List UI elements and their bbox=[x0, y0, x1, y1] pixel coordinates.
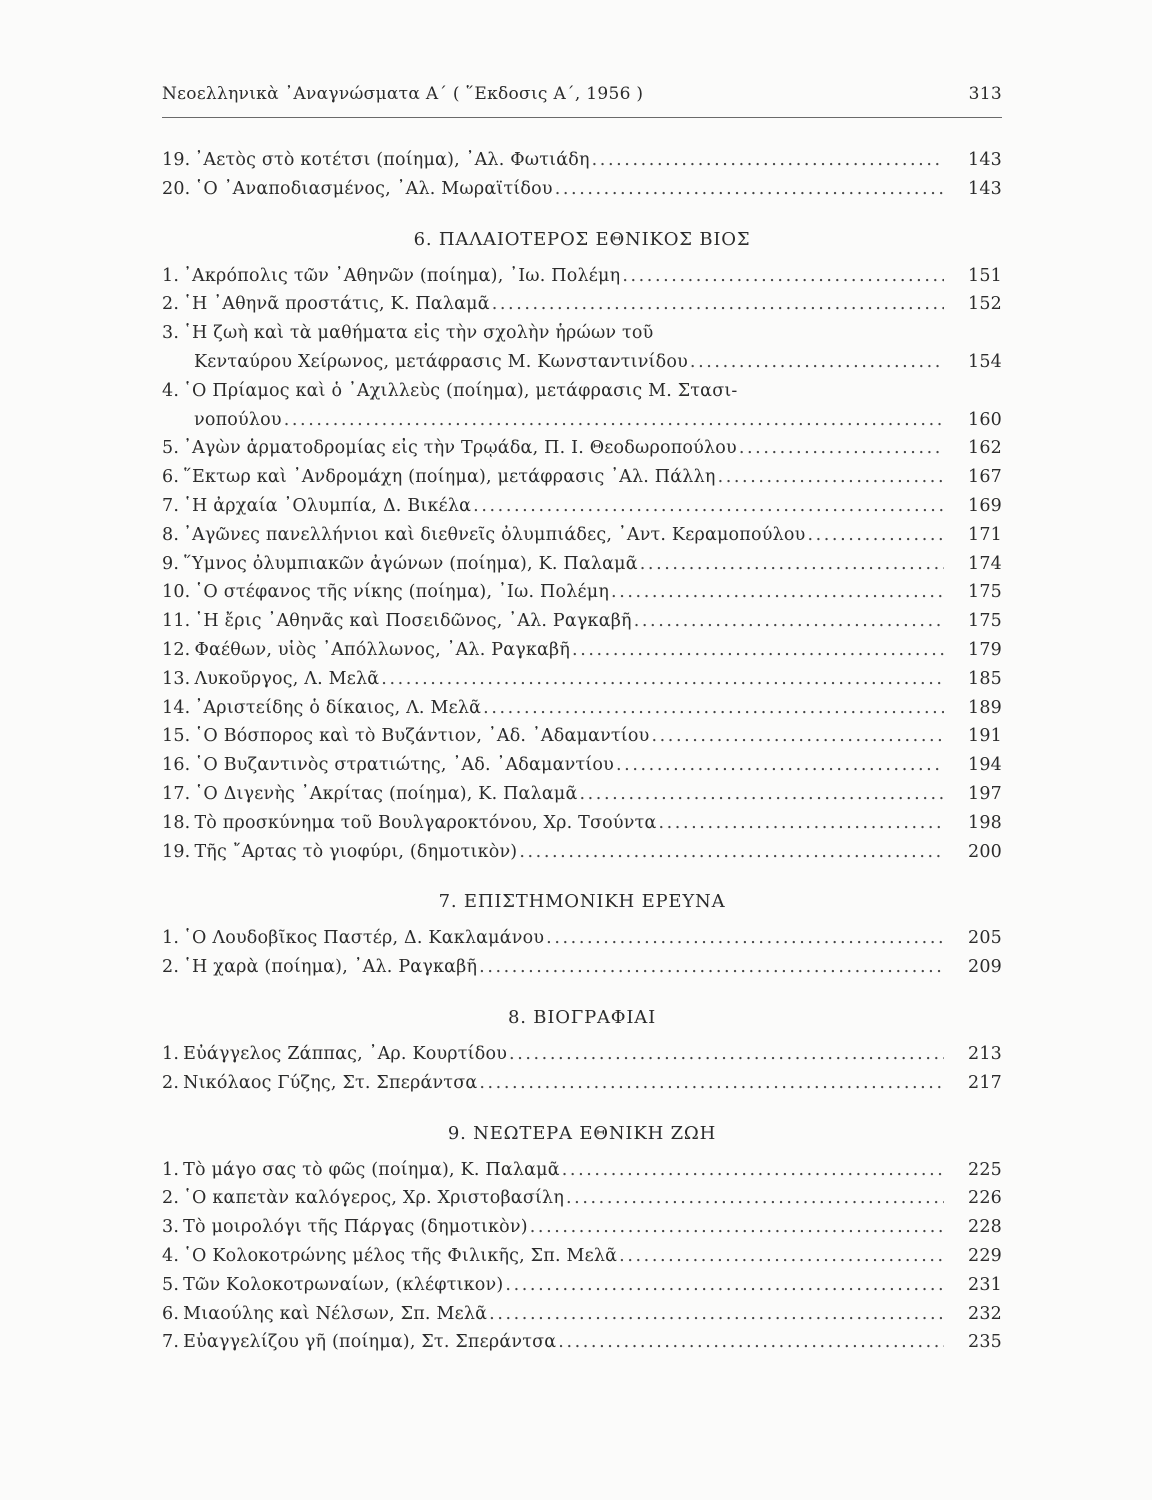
entry-page: 191 bbox=[967, 726, 1002, 747]
entry-number: 7. bbox=[162, 1332, 180, 1353]
toc-entry bbox=[162, 438, 1002, 467]
entry-number: 1. bbox=[162, 265, 180, 286]
dot-leader bbox=[558, 1332, 944, 1352]
dot-leader bbox=[611, 582, 944, 602]
entry-page: 160 bbox=[967, 409, 1002, 430]
entry-page: 198 bbox=[967, 812, 1002, 833]
entry-title: ῾Η ζωὴ καὶ τὰ μαθήματα εἰς τὴν σχολὴν ἡρώων τοῦ bbox=[183, 323, 654, 344]
section-heading: 6. ΠΑΛΑΙΟΤΕΡΟΣ ΕΘΝΙΚΟΣ ΒΙΟΣ bbox=[413, 228, 751, 250]
dot-leader bbox=[658, 813, 944, 833]
entry-title: ῞Εκτωρ καὶ ᾿Ανδρομάχη (ποίημα), μετάφρασις ᾿Αλ. Πάλλη bbox=[183, 467, 716, 488]
entry-title: ῾Η χαρὰ (ποίημα), ᾿Αλ. Ραγκαβῆ bbox=[183, 957, 478, 978]
toc-entry bbox=[162, 1304, 1002, 1333]
entry-number: 3. bbox=[162, 323, 180, 344]
entry-number: 19. bbox=[162, 150, 191, 170]
toc-entry bbox=[162, 842, 1002, 871]
entry-page: 162 bbox=[967, 438, 1002, 459]
dot-leader bbox=[555, 179, 944, 199]
entry-page: 143 bbox=[967, 178, 1002, 199]
entry-number: 6. bbox=[162, 467, 180, 488]
entry-title: ῞Υμνος ὀλυμπιακῶν ἀγώνων (ποίημα), Κ. Παλαμᾶ bbox=[183, 553, 638, 574]
entry-number: 17. bbox=[162, 783, 191, 804]
entry-title: ῾Ο στέφανος τῆς νίκης (ποίημα), ᾿Ιω. Πολέμη bbox=[194, 582, 610, 603]
toc-entry bbox=[162, 410, 1002, 439]
entry-title: ῾Ο Πρίαμος καὶ ὁ ᾿Αχιλλεὺς (ποίημα), μετάφρασις Μ. Στασι- bbox=[183, 380, 738, 401]
dot-leader bbox=[566, 1188, 944, 1208]
dot-leader bbox=[546, 928, 944, 948]
dot-leader bbox=[572, 640, 944, 660]
toc-entry bbox=[162, 467, 1002, 496]
entry-title: Τῶν Κολοκοτρωναίων, (κλέφτικον) bbox=[183, 1274, 504, 1295]
entry-title: ῾Ο ᾿Αναποδιασμένος, ᾿Αλ. Μωραϊτίδου bbox=[194, 178, 553, 199]
entry-number: 2. bbox=[162, 1188, 180, 1209]
toc-entry bbox=[162, 611, 1002, 640]
entry-title: ῾Ο Βόσπορος καὶ τὸ Βυζάντιον, ᾿Αδ. ᾿Αδαμαντίου bbox=[194, 726, 650, 747]
entry-title: Τῆς ῎Αρτας τὸ γιοφύρι, (δημοτικὸν) bbox=[194, 841, 518, 862]
toc-entry bbox=[162, 698, 1002, 727]
toc-entry bbox=[162, 554, 1002, 583]
entry-number: 15. bbox=[162, 726, 191, 747]
entry-number: 12. bbox=[162, 639, 191, 660]
entry-number: 1. bbox=[162, 928, 180, 949]
entry-title: ῾Ο Βυζαντινὸς στρατιώτης, ᾿Αδ. ᾿Αδαμαντίου bbox=[194, 755, 614, 776]
entry-number: 20. bbox=[162, 178, 191, 199]
dot-leader bbox=[284, 410, 944, 430]
dot-leader bbox=[489, 1304, 944, 1324]
entry-number: 18. bbox=[162, 812, 191, 833]
entry-title: ᾿Ακρόπολις τῶν ᾿Αθηνῶν (ποίημα), ᾿Ιω. Πολέμη bbox=[183, 265, 621, 286]
entry-number: 2. bbox=[162, 294, 180, 315]
entry-page: 175 bbox=[967, 582, 1002, 603]
entry-number: 4. bbox=[162, 1245, 180, 1266]
entry-title: Τὸ μοιρολόγι τῆς Πάργας (δημοτικὸν) bbox=[183, 1217, 528, 1238]
entry-title: ῾Ο Λουδοβῖκος Παστέρ, Δ. Κακλαμάνου bbox=[183, 928, 545, 949]
dot-leader bbox=[509, 1044, 944, 1064]
entry-title: νοπούλου bbox=[194, 409, 282, 430]
entry-title: Τὸ προσκύνημα τοῦ Βουλγαροκτόνου, Χρ. Τσούντα bbox=[194, 812, 657, 833]
dot-leader bbox=[718, 467, 944, 487]
entry-number: 5. bbox=[162, 1274, 180, 1295]
toc-entry bbox=[162, 813, 1002, 842]
dot-leader bbox=[479, 1073, 944, 1093]
toc-entry bbox=[162, 928, 1002, 957]
entry-page: 217 bbox=[967, 1072, 1002, 1093]
toc-entry bbox=[162, 352, 1002, 381]
entry-page: 231 bbox=[967, 1274, 1002, 1295]
table-of-contents bbox=[162, 150, 1002, 1361]
entry-page: 235 bbox=[967, 1332, 1002, 1353]
entry-number: 6. bbox=[162, 1303, 180, 1324]
toc-entry bbox=[162, 266, 1002, 295]
entry-number: 11. bbox=[162, 611, 191, 632]
toc-entry bbox=[162, 957, 1002, 986]
entry-number: 10. bbox=[162, 582, 191, 603]
dot-leader bbox=[562, 1160, 944, 1180]
toc-entry bbox=[162, 726, 1002, 755]
header-rule bbox=[162, 117, 1002, 118]
entry-page: 154 bbox=[967, 351, 1002, 372]
toc-entry bbox=[162, 1160, 1002, 1189]
entry-page: 228 bbox=[967, 1217, 1002, 1238]
toc-entry bbox=[162, 381, 1002, 410]
entry-page: 226 bbox=[967, 1188, 1002, 1209]
entry-title: Λυκοῦργος, Λ. Μελᾶ bbox=[194, 668, 380, 689]
entry-title: Μιαούλης καὶ Νέλσων, Σπ. Μελᾶ bbox=[183, 1303, 488, 1324]
toc-entry bbox=[162, 1332, 1002, 1361]
dot-leader bbox=[530, 1217, 944, 1237]
dot-leader bbox=[592, 150, 944, 170]
entry-page: 171 bbox=[967, 524, 1002, 545]
entry-number: 16. bbox=[162, 755, 191, 776]
toc-entry bbox=[162, 150, 1002, 179]
dot-leader bbox=[690, 352, 944, 372]
toc-entry bbox=[162, 1275, 1002, 1304]
toc-entry bbox=[162, 640, 1002, 669]
entry-page: 209 bbox=[967, 957, 1002, 978]
section-heading: 7. ΕΠΙΣΤΗΜΟΝΙΚΗ ΕΡΕΥΝΑ bbox=[438, 891, 726, 913]
toc-entry bbox=[162, 1188, 1002, 1217]
entry-title: Εὐάγγελος Ζάππας, ᾿Αρ. Κουρτίδου bbox=[183, 1043, 508, 1064]
entry-number: 14. bbox=[162, 697, 191, 718]
dot-leader bbox=[492, 294, 944, 314]
entry-page: 169 bbox=[967, 495, 1002, 516]
entry-number: 3. bbox=[162, 1217, 180, 1238]
entry-title: Εὐαγγελίζου γῆ (ποίημα), Στ. Σπεράντσα bbox=[183, 1332, 557, 1353]
dot-leader bbox=[640, 554, 944, 574]
entry-page: 225 bbox=[967, 1159, 1002, 1180]
entry-title: Νικόλαος Γύζης, Στ. Σπεράντσα bbox=[183, 1072, 478, 1093]
entry-page: 232 bbox=[967, 1303, 1002, 1324]
dot-leader bbox=[739, 438, 944, 458]
running-header bbox=[162, 84, 1002, 104]
entry-page: 194 bbox=[967, 755, 1002, 776]
toc-entry bbox=[162, 1044, 1002, 1073]
entry-page: 151 bbox=[967, 265, 1002, 286]
dot-leader bbox=[807, 525, 944, 545]
dot-leader bbox=[622, 266, 944, 286]
entry-page: 179 bbox=[967, 639, 1002, 660]
toc-entry bbox=[162, 755, 1002, 784]
entry-page: 143 bbox=[967, 150, 1002, 170]
toc-entry bbox=[162, 784, 1002, 813]
toc-entry bbox=[162, 323, 1002, 352]
dot-leader bbox=[381, 669, 944, 689]
entry-title: Φαέθων, υἱὸς ᾿Απόλλωνος, ᾿Αλ. Ραγκαβῆ bbox=[194, 639, 571, 660]
toc-entry bbox=[162, 496, 1002, 525]
entry-page: 189 bbox=[967, 697, 1002, 718]
entry-page: 152 bbox=[967, 294, 1002, 315]
entry-page: 167 bbox=[967, 467, 1002, 488]
entry-title: ᾿Αριστείδης ὁ δίκαιος, Λ. Μελᾶ bbox=[194, 697, 482, 718]
toc-entry bbox=[162, 669, 1002, 698]
toc-entry bbox=[162, 1073, 1002, 1102]
entry-page: 213 bbox=[967, 1043, 1002, 1064]
section-heading: 9. ΝΕΩΤΕΡΑ ΕΘΝΙΚΗ ΖΩΗ bbox=[447, 1122, 717, 1144]
entry-page: 175 bbox=[967, 611, 1002, 632]
section-heading: 8. ΒΙΟΓΡΑΦΙΑΙ bbox=[508, 1006, 656, 1028]
entry-title: ῾Ο καπετὰν καλόγερος, Χρ. Χριστοβασίλη bbox=[183, 1188, 565, 1209]
entry-page: 174 bbox=[967, 553, 1002, 574]
toc-entry bbox=[162, 1217, 1002, 1246]
toc-entry bbox=[162, 525, 1002, 554]
entry-title: Τὸ μάγο σας τὸ φῶς (ποίημα), Κ. Παλαμᾶ bbox=[183, 1159, 560, 1180]
toc-entry bbox=[162, 1246, 1002, 1275]
entry-title: Κενταύρου Χείρωνος, μετάφρασις Μ. Κωνσταντινίδου bbox=[194, 351, 688, 372]
entry-title: ᾿Αγὼν ἁρματοδρομίας εἰς τὴν Τρῳάδα, Π. Ι. Θεοδωροπούλου bbox=[183, 438, 737, 459]
toc-entry bbox=[162, 179, 1002, 208]
entry-page: 197 bbox=[967, 783, 1002, 804]
entry-page: 185 bbox=[967, 668, 1002, 689]
entry-title: ῾Η ᾿Αθηνᾶ προστάτις, Κ. Παλαμᾶ bbox=[183, 294, 490, 315]
entry-number: 8. bbox=[162, 524, 180, 545]
entry-title: ῾Η ἔρις ᾿Αθηνᾶς καὶ Ποσειδῶνος, ᾿Αλ. Ραγκαβῆ bbox=[194, 611, 632, 632]
entry-number: 2. bbox=[162, 957, 180, 978]
toc-entry bbox=[162, 294, 1002, 323]
entry-title: ῾Ο Κολοκοτρώνης μέλος τῆς Φιλικῆς, Σπ. Μελᾶ bbox=[183, 1245, 618, 1266]
dot-leader bbox=[651, 726, 944, 746]
toc-entry bbox=[162, 582, 1002, 611]
dot-leader bbox=[634, 611, 944, 631]
dot-leader bbox=[483, 698, 944, 718]
entry-title: ῾Ο Διγενὴς ᾿Ακρίτας (ποίημα), Κ. Παλαμᾶ bbox=[194, 783, 578, 804]
entry-page: 229 bbox=[967, 1245, 1002, 1266]
entry-number: 7. bbox=[162, 495, 180, 516]
entry-number: 19. bbox=[162, 841, 191, 862]
entry-title: ᾿Αγῶνες πανελλήνιοι καὶ διεθνεῖς ὀλυμπιάδες, ᾿Αντ. Κεραμοπούλου bbox=[183, 524, 806, 545]
dot-leader bbox=[519, 842, 944, 862]
page-number: 313 bbox=[968, 84, 1002, 104]
entry-number: 5. bbox=[162, 438, 180, 459]
book-title: Νεοελληνικὰ ᾿Αναγνώσματα Α΄ ( ῞Εκδοσις Α΄, 1956 ) bbox=[162, 84, 644, 104]
dot-leader bbox=[505, 1275, 944, 1295]
dot-leader bbox=[479, 957, 944, 977]
entry-number: 9. bbox=[162, 553, 180, 574]
dot-leader bbox=[579, 784, 944, 804]
entry-number: 2. bbox=[162, 1072, 180, 1093]
entry-number: 1. bbox=[162, 1159, 180, 1180]
entry-title: ᾿Αετὸς στὸ κοτέτσι (ποίημα), ᾿Αλ. Φωτιάδη bbox=[194, 150, 590, 170]
dot-leader bbox=[619, 1246, 944, 1266]
dot-leader bbox=[473, 496, 944, 516]
entry-number: 1. bbox=[162, 1043, 180, 1064]
entry-title: ῾Η ἀρχαία ᾿Ολυμπία, Δ. Βικέλα bbox=[183, 495, 472, 516]
entry-page: 200 bbox=[967, 841, 1002, 862]
dot-leader bbox=[616, 755, 944, 775]
entry-number: 4. bbox=[162, 380, 180, 401]
entry-number: 13. bbox=[162, 668, 191, 689]
entry-page: 205 bbox=[967, 928, 1002, 949]
